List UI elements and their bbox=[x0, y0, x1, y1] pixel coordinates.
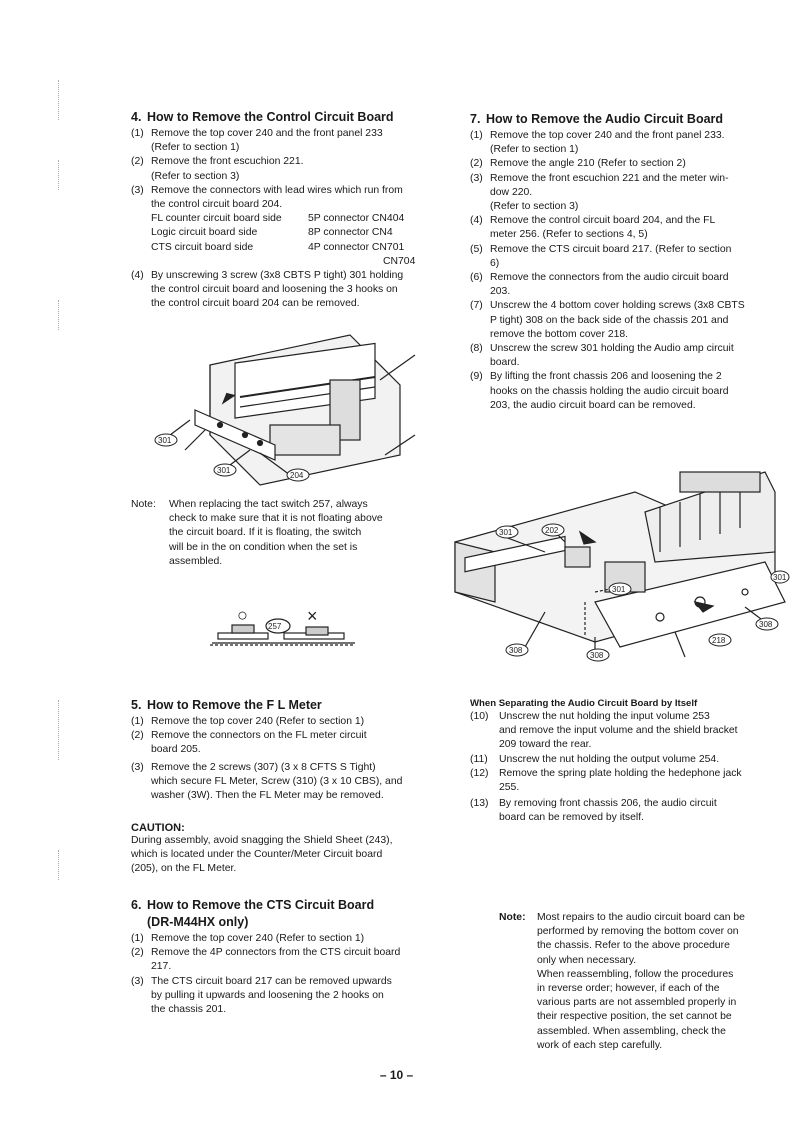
connector-row bbox=[151, 226, 443, 240]
step-line: Unscrew the nut holding the input volume 253 bbox=[499, 711, 710, 722]
scan-edge-mark bbox=[58, 300, 79, 330]
figure-label: 308 bbox=[509, 646, 523, 655]
step-line: Remove the front escuchion 221 and the meter win- bbox=[490, 172, 729, 184]
step-line: Remove the CTS circuit board 217. (Refer to section bbox=[490, 243, 732, 255]
step-12 bbox=[470, 767, 780, 795]
connector-row bbox=[151, 212, 443, 226]
step-number: (11) bbox=[470, 753, 488, 765]
step-7-8 bbox=[470, 342, 780, 370]
note-tact-switch bbox=[131, 498, 454, 569]
step-number: (6) bbox=[470, 272, 483, 284]
step-line: 6) bbox=[490, 257, 500, 269]
section-5-title-text: How to Remove the F L Meter bbox=[147, 698, 322, 712]
figure-label: 218 bbox=[712, 636, 726, 645]
left-column bbox=[131, 110, 443, 312]
connector-row bbox=[151, 241, 443, 255]
step-line: By unscrewing 3 screw (3x8 CBTS P tight) 301 holding bbox=[151, 270, 404, 282]
step-line: Remove the top cover 240 and the front panel 233. bbox=[490, 130, 725, 141]
connector-extra bbox=[151, 255, 443, 269]
note-label: Note: bbox=[131, 499, 156, 510]
caution-block bbox=[131, 822, 443, 877]
step-line: (Refer to section 1) bbox=[490, 144, 579, 156]
step-line: By removing front chassis 206, the audio circuit bbox=[499, 798, 717, 810]
caution-title: CAUTION: bbox=[131, 822, 185, 834]
section-6-title-text: How to Remove the CTS Circuit Board bbox=[147, 898, 375, 912]
step-7-6 bbox=[470, 271, 780, 299]
audio-board-figure bbox=[445, 452, 790, 677]
step-line: meter 256. (Refer to sections 4, 5) bbox=[490, 229, 648, 241]
step-5-1 bbox=[131, 715, 443, 729]
step-line: which secure FL Meter, Screw (310) (3 x 10 CBS), and bbox=[151, 775, 403, 787]
scan-edge-mark bbox=[58, 850, 79, 880]
step-line: 209 toward the rear. bbox=[499, 739, 592, 751]
step-line: Remove the top cover 240 (Refer to section 1) bbox=[151, 716, 365, 727]
step-line: Remove the angle 210 (Refer to section 2) bbox=[490, 158, 686, 170]
step-line: by pulling it upwards and loosening the 2 hooks on bbox=[151, 989, 384, 1001]
step-6-1 bbox=[131, 932, 443, 946]
step-number: (1) bbox=[131, 128, 144, 139]
note-line: assembled. bbox=[169, 555, 223, 567]
step-4-1 bbox=[131, 127, 443, 155]
step-7-2 bbox=[470, 157, 780, 171]
step-number: (2) bbox=[470, 158, 483, 170]
note-line: the chassis. Refer to the above procedure bbox=[537, 940, 730, 952]
step-line: Remove the control circuit board 204, and the FL bbox=[490, 215, 716, 227]
section-7-number: 7. bbox=[470, 112, 481, 126]
caution-line: (205), on the FL Meter. bbox=[131, 863, 237, 875]
caution-line: which is located under the Counter/Meter Circuit board bbox=[131, 849, 383, 861]
connector-name: CN704 bbox=[383, 255, 416, 267]
page-number: – 10 – bbox=[379, 1068, 414, 1082]
step-number: (13) bbox=[470, 798, 489, 810]
connector-board: Logic circuit board side bbox=[151, 227, 258, 239]
step-line: Remove the 2 screws (307) (3 x 8 CFTS S Tight) bbox=[151, 761, 376, 773]
figure-label: 301 bbox=[773, 573, 787, 582]
connector-name: 5P connector CN404 bbox=[308, 213, 405, 225]
step-line: P tight) 308 on the back side of the chassis 201 and bbox=[490, 314, 729, 326]
figure-label: 301 bbox=[499, 528, 513, 537]
step-number: (3) bbox=[131, 184, 144, 196]
step-line: Remove the connectors on the FL meter circuit bbox=[151, 730, 367, 742]
connector-table bbox=[151, 212, 443, 269]
step-line: 217. bbox=[151, 961, 172, 973]
connector-board: FL counter circuit board side bbox=[151, 213, 282, 225]
step-line: (Refer to section 3) bbox=[490, 201, 579, 213]
figure-label: 204 bbox=[290, 471, 304, 480]
step-line: remove the bottom cover 218. bbox=[490, 328, 629, 340]
step-line: Remove the front escuchion 221. bbox=[151, 156, 304, 168]
control-board-figure bbox=[150, 325, 420, 490]
note-line: When reassembling, follow the procedures bbox=[537, 968, 734, 980]
section-6-number: 6. bbox=[131, 898, 142, 912]
step-number: (4) bbox=[131, 270, 144, 282]
step-line: Remove the connectors with lead wires which run from bbox=[151, 184, 403, 196]
note-line: various parts are not assembled properly in bbox=[537, 997, 737, 1009]
step-number: (8) bbox=[470, 343, 483, 355]
section-6 bbox=[131, 898, 443, 1017]
figure-label: 301 bbox=[158, 436, 172, 445]
step-line: hooks on the chassis holding the audio circuit board bbox=[490, 385, 729, 397]
step-number: (4) bbox=[470, 215, 483, 227]
step-number: (7) bbox=[470, 300, 483, 312]
step-line: Unscrew the 4 bottom cover holding screws (3x8 CBTS bbox=[490, 300, 745, 312]
step-7-9 bbox=[470, 370, 780, 413]
step-11 bbox=[470, 753, 780, 767]
figure-label: 308 bbox=[590, 651, 604, 660]
note-line: work of each step carefully. bbox=[537, 1039, 663, 1051]
tact-switch-figure bbox=[210, 605, 360, 653]
step-line: Unscrew the nut holding the output volume 254. bbox=[499, 753, 720, 765]
step-7-3 bbox=[470, 172, 780, 215]
step-10 bbox=[470, 710, 780, 753]
step-7-5 bbox=[470, 243, 780, 271]
step-line: and remove the input volume and the shield bracket bbox=[499, 725, 738, 737]
step-line: the control circuit board and loosening the 3 hooks on bbox=[151, 284, 398, 296]
figure-label: 301 bbox=[217, 466, 231, 475]
section-4-title-text: How to Remove the Control Circuit Board bbox=[147, 110, 394, 124]
figure-label: 257 bbox=[268, 622, 282, 631]
note-line: in reverse order; however, if each of the bbox=[537, 983, 720, 995]
note-line: When replacing the tact switch 257, always bbox=[169, 499, 368, 510]
note-line: assembled. When assembling, check the bbox=[537, 1025, 726, 1037]
figure-label: 301 bbox=[612, 585, 626, 594]
step-7-1 bbox=[470, 129, 780, 157]
section-6-subtitle-text: (DR-M44HX only) bbox=[147, 915, 249, 929]
note-line: Most repairs to the audio circuit board can be bbox=[537, 912, 745, 924]
step-number: (3) bbox=[470, 172, 483, 184]
step-number: (5) bbox=[470, 243, 483, 255]
note-line: the circuit board. If it is floating, the switch bbox=[169, 527, 362, 539]
step-number: (1) bbox=[470, 130, 483, 141]
step-number: (12) bbox=[470, 767, 489, 779]
step-7-4 bbox=[470, 214, 780, 242]
step-line: the control circuit board 204. bbox=[151, 199, 283, 211]
step-line: 255. bbox=[499, 782, 520, 794]
note-audio-board bbox=[499, 911, 793, 1053]
step-line: 203. bbox=[490, 286, 511, 298]
step-line: By lifting the front chassis 206 and loosening the 2 bbox=[490, 371, 722, 383]
note-line: check to make sure that it is not floating above bbox=[169, 513, 383, 525]
step-line: board. bbox=[490, 357, 520, 369]
section-7-title-text: How to Remove the Audio Circuit Board bbox=[486, 112, 724, 126]
ok-mark: ○ bbox=[237, 605, 248, 625]
step-line: Unscrew the screw 301 holding the Audio amp circuit bbox=[490, 343, 734, 355]
caution-line: During assembly, avoid snagging the Shield Sheet (243), bbox=[131, 835, 393, 846]
connector-name: 4P connector CN701 bbox=[308, 241, 405, 253]
step-line: Remove the spring plate holding the hedephone jack bbox=[499, 767, 742, 779]
section-6-title bbox=[131, 898, 443, 913]
note-line: only when necessary. bbox=[537, 954, 637, 966]
step-number: (3) bbox=[131, 761, 144, 773]
ng-mark: × bbox=[307, 606, 318, 626]
scan-edge-mark bbox=[58, 700, 79, 760]
section-5-number: 5. bbox=[131, 698, 142, 712]
step-line: Remove the top cover 240 (Refer to section 1) bbox=[151, 933, 365, 944]
step-4-4 bbox=[131, 269, 443, 312]
scan-edge-mark bbox=[58, 80, 79, 120]
note-label: Note: bbox=[499, 912, 526, 924]
step-line: Remove the connectors from the audio circuit board bbox=[490, 272, 729, 284]
step-line: the chassis 201. bbox=[151, 1004, 227, 1016]
step-line: washer (3W). Then the FL Meter may be removed. bbox=[151, 790, 384, 802]
scan-edge-mark bbox=[58, 160, 79, 190]
separating-section bbox=[470, 697, 780, 826]
step-number: (2) bbox=[131, 156, 144, 168]
step-line: the control circuit board 204 can be removed. bbox=[151, 298, 360, 310]
step-line: (Refer to section 3) bbox=[151, 170, 240, 182]
section-5 bbox=[131, 698, 443, 803]
step-line: (Refer to section 1) bbox=[151, 142, 240, 154]
step-13 bbox=[470, 797, 780, 825]
note-line: their respective position, the set cannot be bbox=[537, 1011, 732, 1023]
step-number: (1) bbox=[131, 716, 144, 727]
separating-heading: When Separating the Audio Circuit Board by Itself bbox=[470, 698, 698, 709]
section-4 bbox=[131, 110, 443, 312]
step-line: dow 220. bbox=[490, 186, 533, 198]
connector-name: 8P connector CN4 bbox=[308, 227, 393, 239]
section-5-title bbox=[131, 698, 443, 713]
step-4-3 bbox=[131, 184, 443, 212]
step-4-2 bbox=[131, 155, 443, 183]
connector-board: CTS circuit board side bbox=[151, 241, 254, 253]
step-number: (3) bbox=[131, 975, 144, 987]
step-line: Remove the 4P connectors from the CTS circuit board bbox=[151, 947, 401, 959]
section-4-title bbox=[131, 110, 443, 125]
note-line: performed by removing the bottom cover on bbox=[537, 926, 739, 938]
step-5-2 bbox=[131, 729, 443, 757]
step-number: (9) bbox=[470, 371, 483, 383]
step-6-3 bbox=[131, 975, 443, 1018]
figure-label: 308 bbox=[759, 620, 773, 629]
section-4-number: 4. bbox=[131, 110, 142, 124]
step-6-2 bbox=[131, 946, 443, 974]
figure-label: 202 bbox=[545, 526, 559, 535]
step-line: board 205. bbox=[151, 744, 201, 756]
section-6-subtitle bbox=[131, 915, 443, 930]
step-line: The CTS circuit board 217 can be removed upwards bbox=[151, 975, 392, 987]
section-7-title bbox=[470, 112, 780, 127]
step-7-7 bbox=[470, 299, 780, 342]
step-number: (1) bbox=[131, 933, 144, 944]
step-line: Remove the top cover 240 and the front panel 233 bbox=[151, 128, 383, 139]
note-line: will be in the on condition when the set is bbox=[169, 541, 358, 553]
caution-body bbox=[131, 834, 443, 877]
step-number: (10) bbox=[470, 711, 489, 722]
step-number: (2) bbox=[131, 947, 144, 959]
step-line: board can be removed by itself. bbox=[499, 812, 644, 824]
step-line: 203, the audio circuit board can be removed. bbox=[490, 399, 696, 411]
step-number: (2) bbox=[131, 730, 144, 742]
section-7 bbox=[470, 112, 780, 413]
step-5-3 bbox=[131, 761, 443, 804]
